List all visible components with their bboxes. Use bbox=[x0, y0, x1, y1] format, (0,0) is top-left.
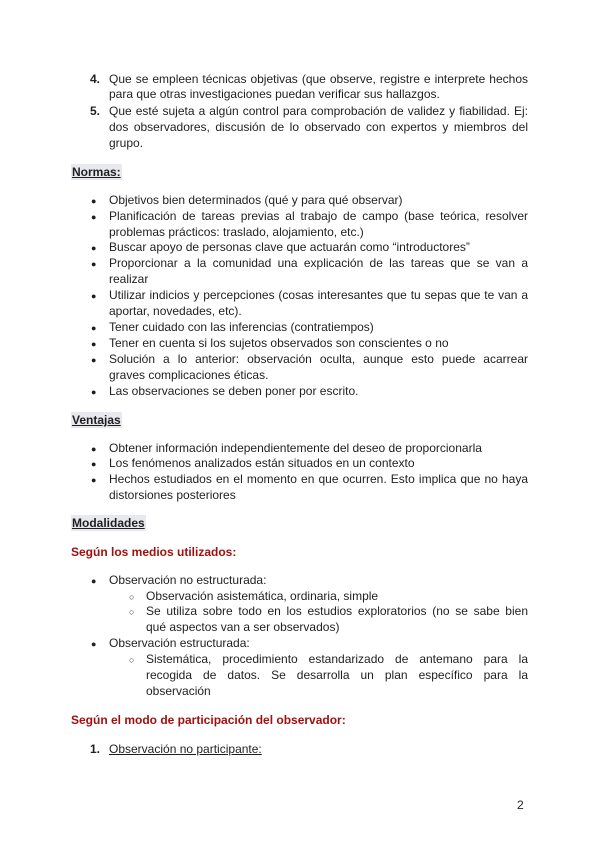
list-number: 5. bbox=[90, 104, 101, 118]
list-item-line: Proporcionar a la comunidad una explicación de las tareas que se van a bbox=[109, 256, 528, 270]
list-number: 4. bbox=[90, 72, 101, 86]
bullet-icon: ● bbox=[91, 355, 97, 365]
circle-bullet-icon: ○ bbox=[129, 592, 135, 602]
list-number: 1. bbox=[90, 742, 101, 756]
list-item-line: Las observaciones se deben poner por escrito. bbox=[109, 384, 359, 398]
bullet-icon: ● bbox=[91, 196, 97, 206]
list-item-line: Observación estructurada: bbox=[109, 636, 250, 650]
list-item-line: Obtener información independientemente del deseo de proporcionarla bbox=[109, 441, 482, 455]
list-item-line: Tener cuidado con las inferencias (contratiempos) bbox=[109, 320, 374, 334]
section-heading-modalidades: Modalidades bbox=[72, 516, 145, 530]
bullet-icon: ● bbox=[91, 576, 97, 586]
subsection-heading-participacion: Según el modo de participación del observador: bbox=[71, 713, 346, 727]
bullet-icon: ● bbox=[91, 475, 97, 485]
list-item-line: realizar bbox=[109, 272, 149, 286]
list-item-line: Buscar apoyo de personas clave que actuarán como “introductores” bbox=[109, 240, 470, 254]
list-item-line: para que otras investigaciones puedan verificar sus hallazgos. bbox=[109, 87, 440, 101]
list-item-line: Objetivos bien determinados (qué y para qué observar) bbox=[109, 193, 403, 207]
circle-bullet-icon: ○ bbox=[129, 607, 135, 617]
bullet-icon: ● bbox=[91, 459, 97, 469]
list-item-line: Planificación de tareas previas al trabajo de campo (base teórica, resolver bbox=[109, 209, 528, 223]
list-item-line: grupo. bbox=[109, 136, 144, 150]
list-item-line: Que esté sujeta a algún control para comprobación de validez y fiabilidad. Ej: bbox=[109, 104, 528, 118]
bullet-icon: ● bbox=[91, 243, 97, 253]
list-item-line: aportar, novedades, etc). bbox=[109, 304, 242, 318]
section-heading-normas: Normas: bbox=[72, 165, 121, 179]
bullet-icon: ● bbox=[91, 212, 97, 222]
bullet-icon: ● bbox=[91, 323, 97, 333]
circle-bullet-icon: ○ bbox=[129, 655, 135, 665]
list-item-line: Que se empleen técnicas objetivas (que observe, registre e interprete hechos bbox=[109, 72, 528, 86]
list-item-line: Observación no participante: bbox=[109, 742, 262, 756]
list-item-line: Los fenómenos analizados están situados en un contexto bbox=[109, 456, 415, 470]
list-item-line: observación bbox=[146, 684, 211, 698]
list-item-line: graves complicaciones éticas. bbox=[109, 368, 269, 382]
list-item-line: Utilizar indicios y percepciones (cosas interesantes que tu sepas que te van a bbox=[109, 288, 528, 302]
list-item-line: Observación asistemática, ordinaria, simple bbox=[146, 589, 379, 603]
bullet-icon: ● bbox=[91, 639, 97, 649]
list-item-line: Sistemática, procedimiento estandarizado de antemano para la bbox=[146, 652, 528, 666]
list-item-line: dos observadores, discusión de lo observado con expertos y miembros del bbox=[109, 120, 528, 134]
bullet-icon: ● bbox=[91, 444, 97, 454]
list-item-line: Observación no estructurada: bbox=[109, 573, 267, 587]
section-heading-ventajas: Ventajas bbox=[72, 413, 121, 427]
page-number: 2 bbox=[517, 798, 524, 812]
bullet-icon: ● bbox=[91, 339, 97, 349]
list-item-line: Tener en cuenta si los sujetos observados son conscientes o no bbox=[109, 336, 449, 350]
bullet-icon: ● bbox=[91, 387, 97, 397]
list-item-line: Se utiliza sobre todo en los estudios exploratorios (no se sabe bien bbox=[146, 604, 528, 618]
list-item-line: distorsiones posteriores bbox=[109, 488, 236, 502]
bullet-icon: ● bbox=[91, 291, 97, 301]
list-item-line: qué aspectos van a ser observados) bbox=[146, 620, 340, 634]
list-item-line: Solución a lo anterior: observación oculta, aunque esto puede acarrear bbox=[109, 352, 528, 366]
list-item-line: Hechos estudiados en el momento en que ocurren. Esto implica que no haya bbox=[109, 472, 528, 486]
list-item-line: problemas prácticos: traslado, alojamiento, etc.) bbox=[109, 225, 364, 239]
bullet-icon: ● bbox=[91, 259, 97, 269]
list-item-line: recogida de datos. Se desarrolla un plan específico para la bbox=[146, 668, 528, 682]
subsection-heading-medios: Según los medios utilizados: bbox=[71, 545, 237, 559]
